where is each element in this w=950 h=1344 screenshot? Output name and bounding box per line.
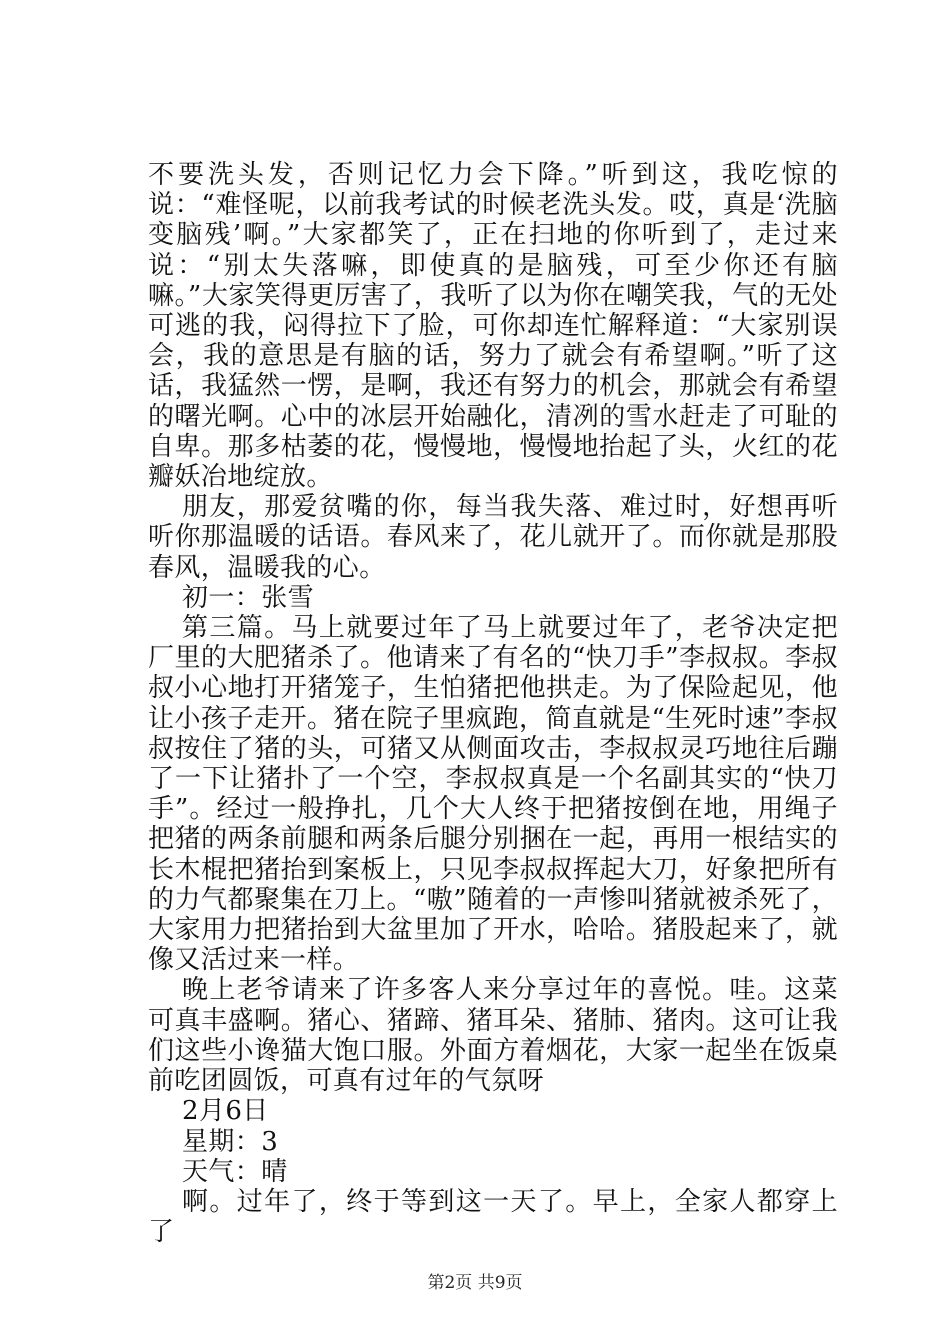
author-line: 初一：张雪	[182, 582, 315, 613]
date-line: 2月6日	[182, 1096, 269, 1127]
weather-line: 天气：晴	[182, 1156, 288, 1187]
weekday-line: 星期：3	[182, 1126, 279, 1157]
page-footer: 第2页 共9页	[427, 1273, 523, 1293]
paragraph-2: 朋友，那爱贫嘴的你，每当我失落、难过时，好想再听听你那温暖的话语。春风来了，花儿就开了。而你就是那股春风，温暖我的心。	[148, 492, 838, 583]
paragraph-1: 不要洗头发，否则记忆力会下降。”听到这，我吃惊的说：“难怪呢，以前我考试的时候老洗头发。哎，真是‘洗脑变脑残’啊。”大家都笑了，正在扫地的你听到了，走过来说：“别太失落嘛，即使真的是脑残，可至少你还有脑嘛。”大家笑得更厉害了，我听了以为你在嘲笑我，气的无处可逃的我，闷得拉下了脸，可你却连忙解释道：“大家别误会，我的意思是有脑的话，努力了就会有希望啊。”听了这话，我猛然一愣，是啊，我还有努力的机会，那就会有希望的曙光啊。心中的冰层开始融化，清冽的雪水赶走了可耻的自卑。那多枯萎的花，慢慢地，慢慢地抬起了头，火红的花瓣妖冶地绽放。	[148, 160, 838, 493]
document-body	[148, 160, 838, 1247]
paragraph-4: 第三篇。马上就要过年了马上就要过年了，老爷决定把厂里的大肥猪杀了。他请来了有名的“快刀手”李叔叔。李叔叔小心地打开猪笼子，生怕猪把他拱走。为了保险起见，他让小孩子走开。猪在院子里疯跑，简直就是“生死时速”李叔叔按住了猪的头，可猪又从侧面攻击，李叔叔灵巧地往后蹦了一下让猪扑了一个空，李叔叔真是一个名副其实的“快刀手”。经过一般挣扎，几个大人终于把猪按倒在地，用绳子把猪的两条前腿和两条后腿分别捆在一起，再用一根结实的长木棍把猪抬到案板上，只见李叔叔挥起大刀，好象把所有的力气都聚集在刀上。“嗷”随着的一声惨叫猪就被杀死了，大家用力把猪抬到大盆里加了开水，哈哈。猪股起来了，就像又活过来一样。	[148, 613, 838, 976]
paragraph-9: 啊。过年了，终于等到这一天了。早上，全家人都穿上了	[148, 1186, 838, 1248]
paragraph-5: 晚上老爷请来了许多客人来分享过年的喜悦。哇。这菜可真丰盛啊。猪心、猪蹄、猪耳朵、猪肺、猪肉。这可让我们这些小谗猫大饱口服。外面方着烟花，大家一起坐在饭桌前吃团圆饭，可真有过年的气氛呀	[148, 975, 838, 1097]
